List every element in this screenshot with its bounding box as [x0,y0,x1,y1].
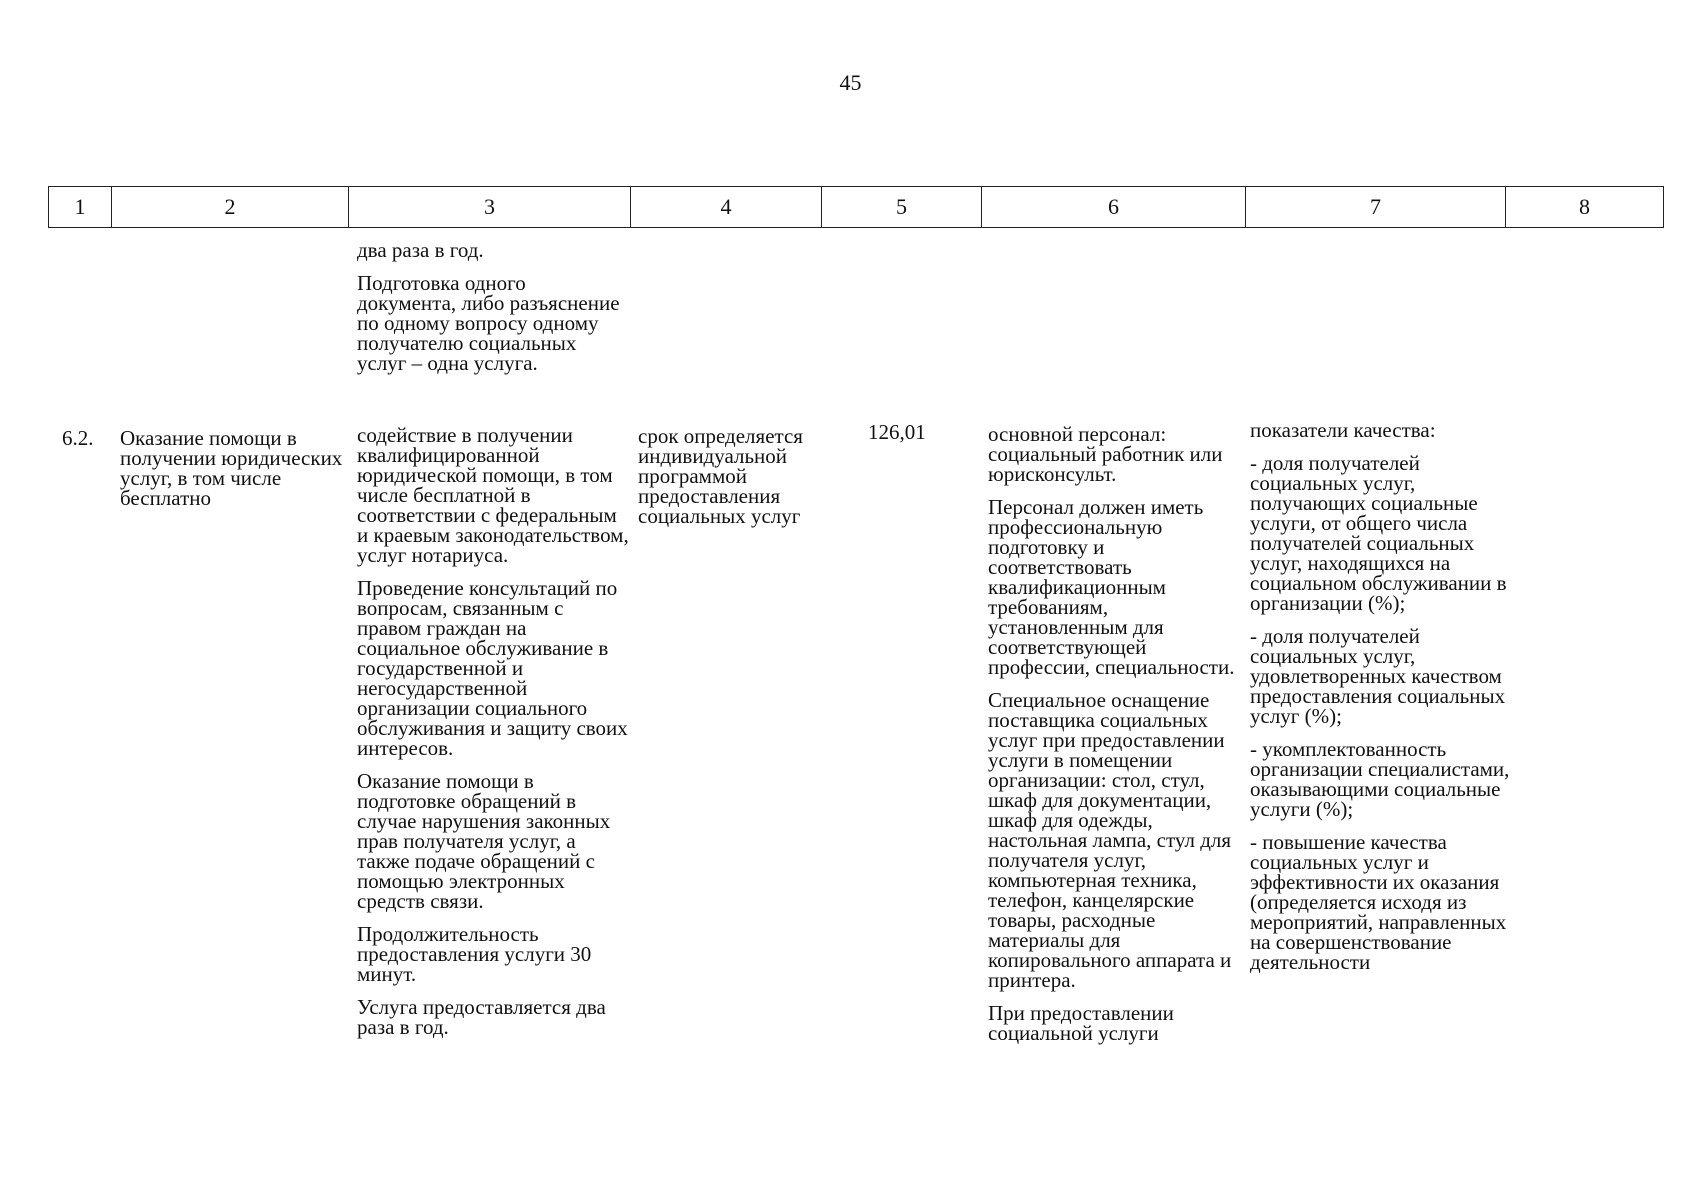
service-content-col3 [357,425,629,1050]
header-col-5: 5 [822,187,982,228]
row-number: 6.2. [62,426,94,450]
requirement-paragraph: основной персонал: социальный работник или юрисконсульт. [988,422,1223,486]
service-name: Оказание помощи в получении юридических услуг, в том числе бесплатно [120,426,343,510]
service-paragraph: Оказание помощи в подготовке обращений в случае нарушения законных прав получателя услуг, а также подаче обращений с помощью электронных средств связи. [357,769,611,913]
service-paragraph: содействие в получении квалифицированной юридической помощи, в том числе бесплатной в соответствии с федеральным и краевым законодательством, услуг нотариуса. [357,423,629,567]
indicator-paragraph: - укомплектованность организации специалистами, оказывающими социальные услуги (%); [1250,737,1510,821]
service-price: 126,01 [868,420,926,444]
requirement-paragraph: Специальное оснащение поставщика социальных услуг при предоставлении услуги в помещении организации: стол, стул, шкаф для документации, шкаф для одежды, настольная лампа, стул для получателя услуг, компьютерная техника, телефон, канцелярские товары, расходные материалы для копировального аппарата и принтера. [988,688,1232,992]
continuation-paragraph: два раза в год. [357,238,484,262]
requirement-paragraph: Персонал должен иметь профессиональную подготовку и соответствовать квалификационным требованиям, установленным для соответствующей профессии, специальности. [988,495,1235,679]
continuation-col3 [357,240,629,386]
header-col-3: 3 [349,187,631,228]
service-paragraph: Проведение консультаций по вопросам, связанным с правом граждан на социальное обслуживание в государственной и негосударственной организации социального обслуживания и защиту своих интересов. [357,576,628,760]
header-col-1: 1 [49,187,112,228]
requirement-paragraph: При предоставлении социальной услуги [988,1001,1174,1045]
indicator-paragraph: показатели качества: [1250,418,1436,442]
header-col-2: 2 [112,187,349,228]
staff-requirements-col6 [988,424,1250,1056]
service-term: срок определяется индивидуальной программой предоставления социальных услуг [638,424,803,528]
page-number: 45 [839,70,862,95]
indicator-paragraph: - доля получателей социальных услуг, удовлетворенных качеством предоставления социальных услуг (%); [1250,624,1506,728]
service-paragraph: Услуга предоставляется два раза в год. [357,995,606,1039]
continuation-paragraph: Подготовка одного документа, либо разъяснение по одному вопросу одному получателю социальных услуг – одна услуга. [357,271,620,375]
quality-indicators-col7 [1250,420,1520,985]
indicator-paragraph: - доля получателей социальных услуг, получающих социальные услуги, от общего числа получателей социальных услуг, находящихся на социальном обслуживании в организации (%); [1250,451,1507,615]
header-col-4: 4 [631,187,822,228]
header-col-8: 8 [1506,187,1664,228]
service-paragraph: Продолжительность предоставления услуги 30 минут. [357,922,592,986]
indicator-paragraph: - повышение качества социальных услуг и эффективности их оказания (определяется исходя из мероприятий, направленных на совершенствование деятельности [1250,830,1507,974]
header-col-6: 6 [982,187,1246,228]
column-number-header [48,186,1664,228]
header-col-7: 7 [1246,187,1506,228]
